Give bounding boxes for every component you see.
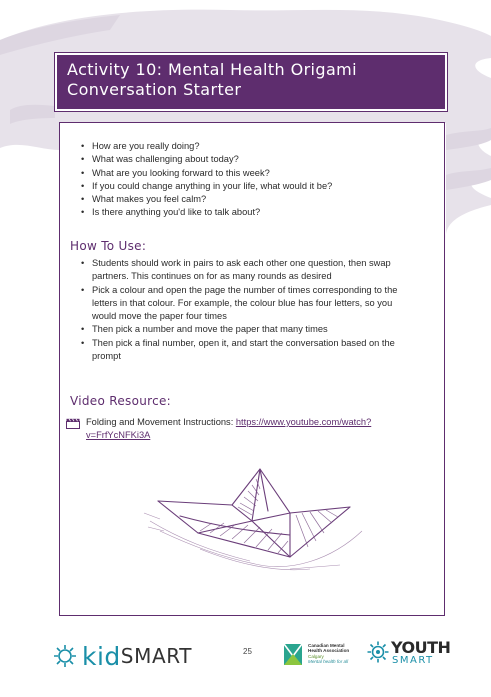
question-item: • If you could change anything in your life, what would it be? [78, 180, 428, 193]
question-item: • What was challenging about today? [78, 153, 428, 166]
cmha-logo [283, 640, 373, 672]
youthsmart-logo-smart: SMART [392, 655, 434, 666]
question-item: • How are you really doing? [78, 140, 428, 153]
how-to-step: • Then pick a final number, open it, and start the conversation based on the prompt [78, 337, 418, 364]
page-number: 25 [243, 647, 252, 656]
question-item: • Is there anything you'd like to talk about? [78, 206, 428, 219]
video-link-line-2: v=FrfYcNFKi3A [86, 430, 151, 441]
video-resource-text [86, 416, 396, 443]
gear-icon [366, 640, 390, 664]
page-title [67, 60, 439, 100]
page-footer [0, 630, 491, 680]
how-to-use-heading: How To Use: [70, 239, 147, 253]
cmha-line-2: Health Association [308, 648, 350, 654]
title-line-1: Activity 10: Mental Health Origami [67, 60, 357, 79]
activity-title-banner [55, 53, 447, 111]
how-to-step: • Then pick a number and move the paper that many times [78, 323, 418, 336]
cmha-text [308, 643, 349, 665]
how-to-use-list [78, 257, 418, 363]
how-to-step: • Students should work in pairs to ask each other one question, then swap partners. This continues on for as many rounds as desired [78, 257, 418, 284]
video-label: Folding and Movement Instructions: [86, 417, 236, 427]
content-frame [59, 122, 445, 616]
question-item: • What makes you feel calm? [78, 193, 428, 206]
cmha-line-3: Calgary [308, 653, 324, 659]
question-item: • What are you looking forward to this week? [78, 167, 428, 180]
youthsmart-logo [366, 638, 451, 672]
kidsmart-logo-smart: SMART [120, 644, 193, 668]
origami-boat-illustration [140, 461, 370, 581]
title-line-2: Conversation Starter [67, 80, 242, 99]
video-link-line-1: https://www.youtube.com/watch? [235, 417, 372, 427]
gear-icon [52, 643, 78, 669]
kidsmart-logo [52, 640, 192, 672]
kidsmart-logo-kid: kid [82, 641, 121, 671]
youthsmart-logo-youth: YOUTH [391, 638, 451, 657]
video-resource-heading: Video Resource: [70, 394, 172, 408]
how-to-step: • Pick a colour and open the page the number of times corresponding to the letters in that colour. For example, the colour blue has four letters, so you would move the paper four times [78, 284, 418, 324]
clapperboard-icon [66, 418, 80, 429]
question-list [78, 140, 428, 220]
cmha-line-1: Canadian Mental [308, 643, 345, 648]
cmha-line-4: Mental health for all [308, 659, 349, 665]
cmha-mark-icon [283, 642, 303, 667]
